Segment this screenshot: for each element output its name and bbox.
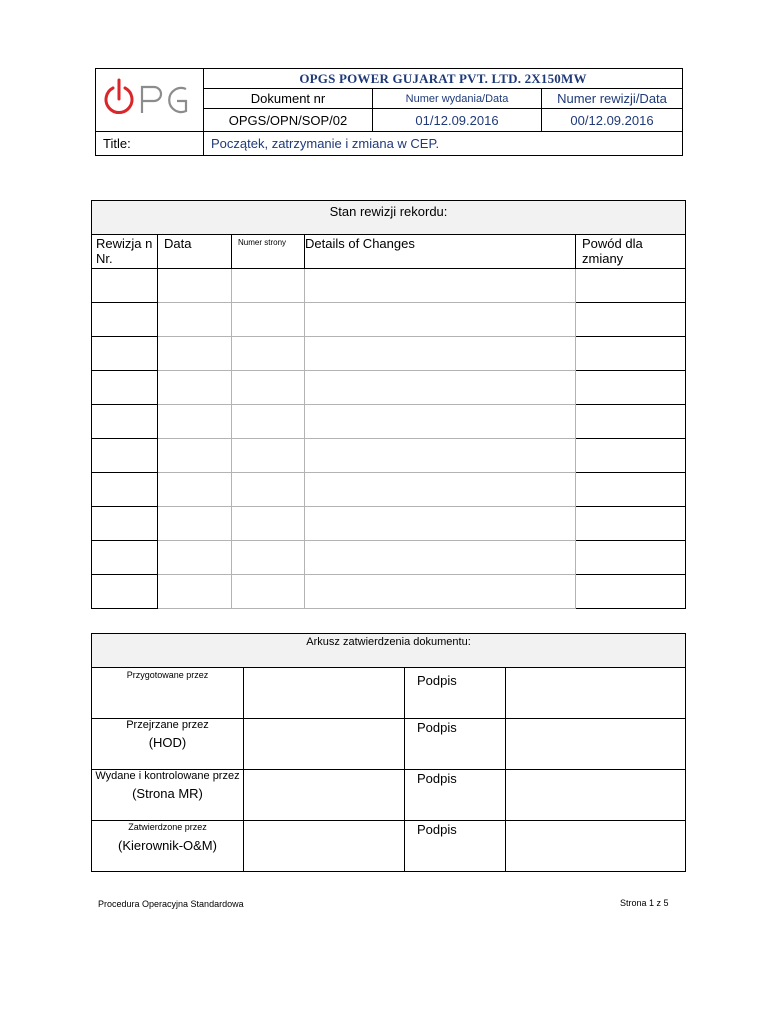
revision-cell[interactable] [305, 439, 576, 473]
approval-row-label-cell [92, 821, 244, 872]
revision-row [92, 541, 686, 575]
issue-value: 01/12.09.2016 [373, 109, 542, 132]
revision-cell[interactable] [232, 473, 305, 507]
revision-cell[interactable] [232, 541, 305, 575]
opg-logo [104, 75, 196, 123]
revision-cell[interactable] [92, 507, 158, 541]
approval-name-field[interactable] [244, 770, 405, 821]
revision-cell[interactable] [92, 473, 158, 507]
approval-name-field[interactable] [244, 821, 405, 872]
revision-cell[interactable] [305, 473, 576, 507]
revision-cell[interactable] [576, 541, 686, 575]
revision-value: 00/12.09.2016 [542, 109, 683, 132]
approval-table [91, 633, 686, 872]
sign-label: Podpis [405, 821, 506, 872]
revision-cell[interactable] [92, 575, 158, 609]
revision-cell[interactable] [92, 337, 158, 371]
revision-cell[interactable] [92, 303, 158, 337]
signature-field[interactable] [506, 719, 686, 770]
document-header [95, 68, 683, 156]
revision-row [92, 337, 686, 371]
revision-cell[interactable] [305, 507, 576, 541]
approval-name-field[interactable] [244, 668, 405, 719]
revision-row [92, 575, 686, 609]
revision-cell[interactable] [305, 303, 576, 337]
revision-cell[interactable] [576, 269, 686, 303]
approval-caption: Arkusz zatwierdzenia dokumentu: [92, 634, 686, 668]
revision-cell[interactable] [576, 473, 686, 507]
sign-label: Podpis [405, 719, 506, 770]
revision-cell[interactable] [305, 371, 576, 405]
revision-row [92, 507, 686, 541]
revision-cell[interactable] [158, 439, 232, 473]
revision-cell[interactable] [158, 575, 232, 609]
revision-cell[interactable] [305, 337, 576, 371]
revision-cell[interactable] [305, 269, 576, 303]
approval-name-field[interactable] [244, 719, 405, 770]
signature-field[interactable] [506, 821, 686, 872]
revision-cell[interactable] [232, 303, 305, 337]
revision-cell[interactable] [158, 541, 232, 575]
approval-label: Wydane i kontrolowane przez [95, 770, 240, 782]
revision-cell[interactable] [232, 575, 305, 609]
sign-label: Podpis [405, 770, 506, 821]
revision-row [92, 371, 686, 405]
revision-cell[interactable] [576, 507, 686, 541]
revision-cell[interactable] [158, 507, 232, 541]
revision-cell[interactable] [158, 337, 232, 371]
revision-cell[interactable] [305, 405, 576, 439]
approval-label: Zatwierdzone przez [128, 822, 207, 832]
signature-field[interactable] [506, 668, 686, 719]
revision-cell[interactable] [92, 405, 158, 439]
approval-row-label-cell [92, 668, 244, 719]
approval-label: Przygotowane przez [126, 670, 209, 680]
signature-field[interactable] [506, 770, 686, 821]
revision-cell[interactable] [232, 337, 305, 371]
revision-cell[interactable] [92, 371, 158, 405]
approval-row-label-cell [92, 719, 244, 770]
title-value: Początek, zatrzymanie i zmiana w CEP. [204, 132, 683, 156]
revision-row [92, 303, 686, 337]
revision-cell[interactable] [576, 575, 686, 609]
revision-cell[interactable] [158, 371, 232, 405]
column-header: Powód dla zmiany [576, 235, 686, 269]
revision-cell[interactable] [92, 439, 158, 473]
revision-cell[interactable] [158, 405, 232, 439]
column-header: Details of Changes [305, 235, 576, 269]
revision-cell[interactable] [92, 269, 158, 303]
approval-sub: (Strona MR) [132, 786, 203, 801]
revision-cell[interactable] [232, 439, 305, 473]
revision-cell[interactable] [232, 507, 305, 541]
footer-left: Procedura Operacyjna Standardowa [98, 899, 244, 909]
revision-cell[interactable] [305, 575, 576, 609]
revision-caption: Stan rewizji rekordu: [92, 201, 686, 235]
sign-label: Podpis [405, 668, 506, 719]
approval-sub: (Kierownik-O&M) [118, 838, 217, 853]
revision-cell[interactable] [576, 405, 686, 439]
revision-cell[interactable] [576, 371, 686, 405]
revision-label: Numer rewizji/Data [542, 89, 683, 109]
revision-row [92, 269, 686, 303]
revision-cell[interactable] [158, 269, 232, 303]
column-header: Numer strony [232, 235, 305, 269]
company-name: OPGS POWER GUJARAT PVT. LTD. 2X150MW [204, 69, 683, 89]
doc-no-value: OPGS/OPN/SOP/02 [204, 109, 373, 132]
approval-sub: (HOD) [148, 735, 187, 750]
revision-row [92, 405, 686, 439]
revision-cell[interactable] [158, 303, 232, 337]
revision-cell[interactable] [92, 541, 158, 575]
issue-label: Numer wydania/Data [373, 89, 542, 109]
revision-cell[interactable] [158, 473, 232, 507]
approval-row-label-cell [92, 770, 244, 821]
revision-table [91, 200, 686, 609]
doc-no-label: Dokument nr [204, 89, 373, 109]
title-label: Title: [96, 132, 204, 156]
logo-cell [96, 69, 204, 132]
column-header: Rewizja n Nr. [92, 235, 158, 269]
revision-cell[interactable] [576, 337, 686, 371]
revision-cell[interactable] [576, 303, 686, 337]
revision-row [92, 439, 686, 473]
revision-cell[interactable] [232, 269, 305, 303]
revision-cell[interactable] [576, 439, 686, 473]
column-header: Data [158, 235, 232, 269]
revision-row [92, 473, 686, 507]
approval-label: Przejrzane przez [126, 719, 209, 731]
footer-page-number: Strona 1 z 5 [620, 898, 669, 908]
revision-cell[interactable] [305, 541, 576, 575]
revision-cell[interactable] [232, 371, 305, 405]
revision-cell[interactable] [232, 405, 305, 439]
